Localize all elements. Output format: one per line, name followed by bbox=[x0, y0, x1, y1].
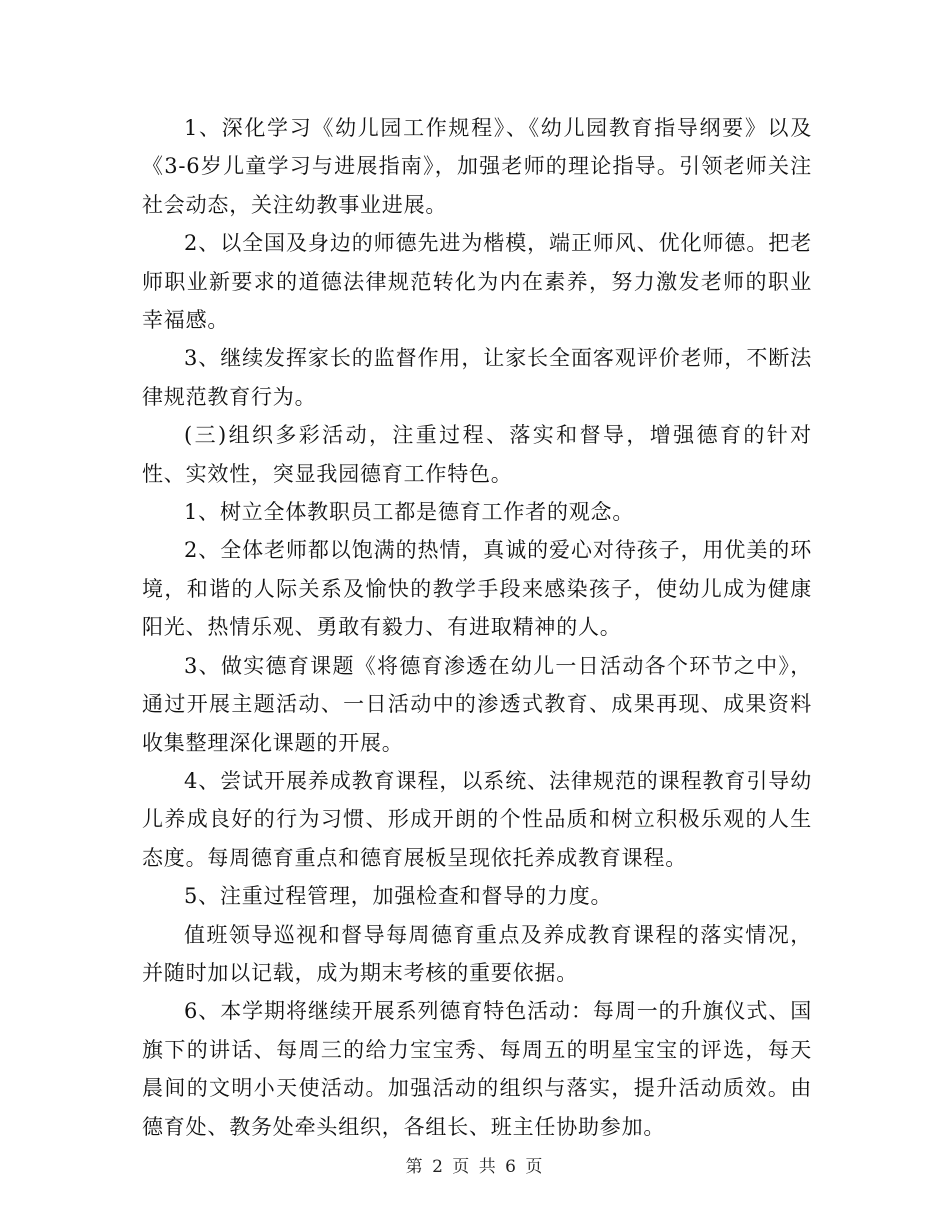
paragraph-5: 1、树立全体教职员工都是德育工作者的观念。 bbox=[184, 500, 635, 525]
paragraph-8: 4、尝试开展养成教育课程，以系统、法律规范的课程教育引导幼儿养成良好的行为习惯、形成开朗的个性品质和树立积极乐观的人生态度。每周德育重点和德育展板呈现依托养成教育课程。 bbox=[142, 768, 812, 870]
paragraph-1: 1、深化学习《幼儿园工作规程》、《幼儿园教育指导纲要》以及《3-6岁儿童学习与进展指南》，加强老师的理论指导。引领老师关注社会动态，关注幼教事业进展。 bbox=[142, 116, 812, 217]
paragraph-9: 5、注重过程管理，加强检查和督导的力度。 bbox=[184, 884, 613, 909]
paragraph-6: 2、全体老师都以饱满的热情，真诚的爱心对待孩子，用优美的环境，和谐的人际关系及愉快的教学手段来感染孩子，使幼儿成为健康阳光、热情乐观、勇敢有毅力、有进取精神的人。 bbox=[142, 538, 812, 640]
paragraph-7: 3、做实德育课题《将德育渗透在幼儿一日活动各个环节之中》，通过开展主题活动、一日活动中的渗透式教育、成果再现、成果资料收集整理深化课题的开展。 bbox=[142, 653, 812, 755]
page-footer: 第 2 页 共 6 页 bbox=[405, 1157, 545, 1177]
document-body bbox=[142, 109, 812, 1146]
paragraph-11: 6、本学期将继续开展系列德育特色活动：每周一的升旗仪式、国旗下的讲话、每周三的给力宝宝秀、每周五的明星宝宝的评选，每天晨间的文明小天使活动。加强活动的组织与落实，提升活动质效。由德育处、教务处牵头组织，各组长、班主任协助参加。 bbox=[142, 999, 812, 1139]
paragraph-10: 值班领导巡视和督导每周德育重点及养成教育课程的落实情况，并随时加以记载，成为期末考核的重要依据。 bbox=[142, 922, 812, 985]
section-heading: (三)组织多彩活动，注重过程、落实和督导，增强德育的针对性、实效性，突显我园德育工作特色。 bbox=[142, 423, 812, 486]
paragraph-2: 2、以全国及身边的师德先进为楷模，端正师风、优化师德。把老师职业新要求的道德法律规范转化为内在素养，努力激发老师的职业幸福感。 bbox=[142, 231, 812, 333]
paragraph-3: 3、继续发挥家长的监督作用，让家长全面客观评价老师，不断法律规范教育行为。 bbox=[142, 346, 812, 409]
